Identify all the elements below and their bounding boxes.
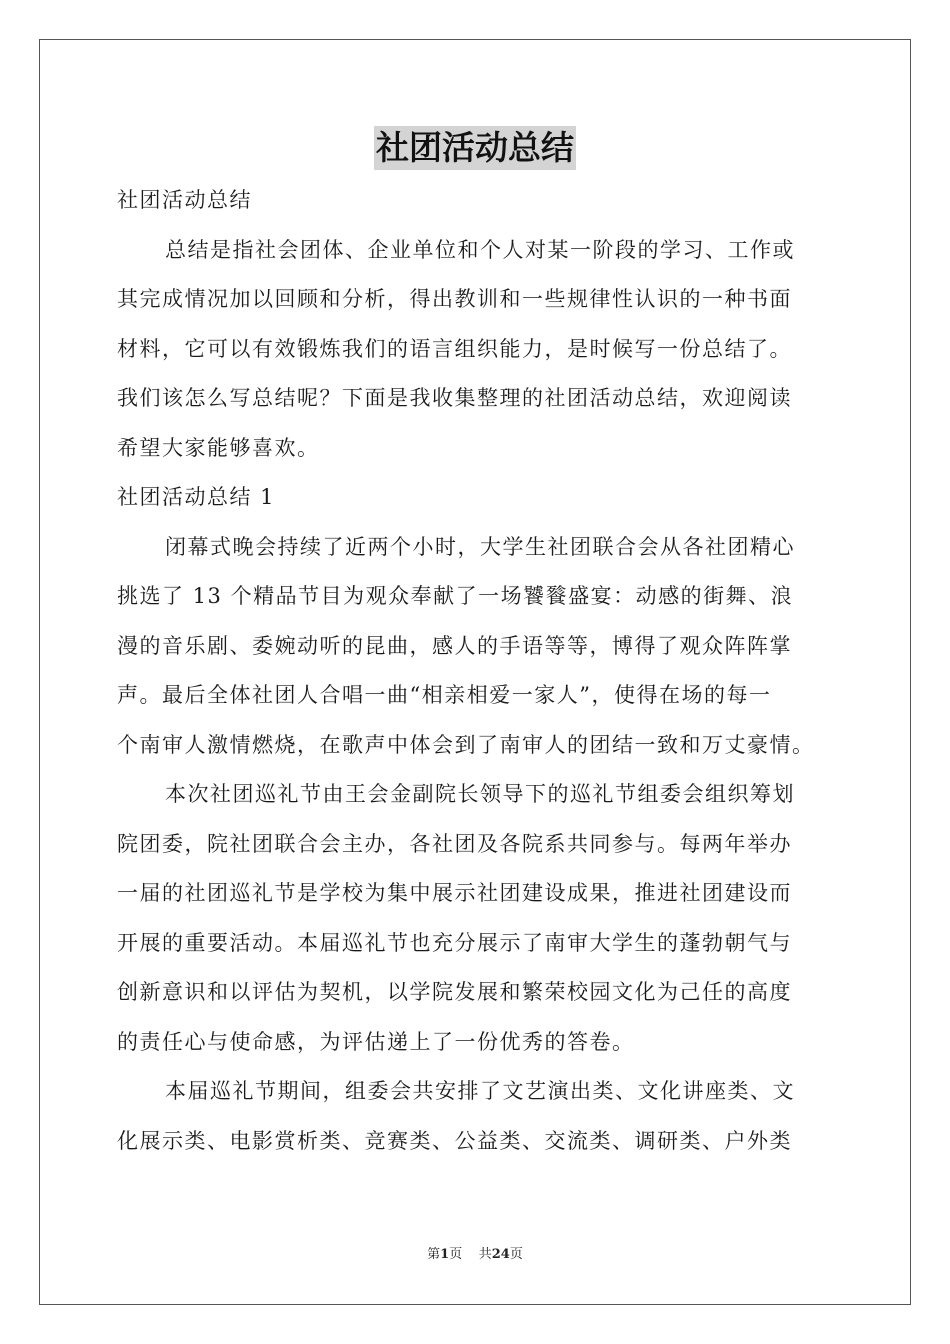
title-container [0, 126, 950, 170]
body-line: 其完成情况加以回顾和分析，得出教训和一些规律性认识的一种书面 [117, 287, 792, 311]
body-line: 挑选了 13 个精品节目为观众奉献了一场饕餮盛宴：动感的街舞、浪 [117, 584, 794, 608]
total-suffix: 页 [509, 1247, 523, 1262]
body-line: 本届巡礼节期间，组委会共安排了文艺演出类、文化讲座类、文 [165, 1079, 795, 1103]
body-line: 创新意识和以评估为契机，以学院发展和繁荣校园文化为己任的高度 [117, 980, 792, 1004]
total-prefix: 共 [478, 1247, 492, 1262]
body-line: 本次社团巡礼节由王会金副院长领导下的巡礼节组委会组织筹划 [165, 782, 795, 806]
body-line: 我们该怎么写总结呢？下面是我收集整理的社团活动总结，欢迎阅读 [117, 386, 792, 410]
body-line: 化展示类、电影赏析类、竞赛类、公益类、交流类、调研类、户外类 [117, 1128, 792, 1153]
body-line: 声。最后全体社团人合唱一曲“相亲相爱一家人”，使得在场的每一 [117, 683, 772, 707]
body-line: 希望大家能够喜欢。 [117, 435, 320, 460]
body-line: 一届的社团巡礼节是学校为集中展示社团建设成果，推进社团建设而 [117, 881, 792, 905]
document-title: 社团活动总结 [374, 126, 576, 170]
body-line: 闭幕式晚会持续了近两个小时，大学生社团联合会从各社团精心 [165, 534, 795, 559]
body-line: 个南审人激情燃烧，在歌声中体会到了南审人的团结一致和万丈豪情。 [117, 732, 815, 757]
page-footer [0, 1246, 950, 1264]
body-line: 材料，它可以有效锻炼我们的语言组织能力，是时候写一份总结了。 [117, 336, 792, 361]
section-heading: 社团活动总结 [117, 188, 252, 212]
body-line: 开展的重要活动。本届巡礼节也充分展示了南审大学生的蓬勃朝气与 [117, 930, 792, 955]
body-line: 漫的音乐剧、委婉动听的昆曲，感人的手语等等，博得了观众阵阵掌 [117, 633, 792, 658]
body-line: 院团委，院社团联合会主办，各社团及各院系共同参与。每两年举办 [117, 831, 792, 856]
page-number: 1 [440, 1247, 450, 1262]
page-suffix: 页 [449, 1247, 463, 1262]
page-prefix: 第 [427, 1247, 441, 1262]
document-body [117, 176, 839, 1166]
body-line: 的责任心与使命感，为评估递上了一份优秀的答卷。 [117, 1029, 635, 1054]
total-pages: 24 [491, 1247, 510, 1262]
section-heading: 社团活动总结 1 [117, 485, 276, 509]
body-line: 总结是指社会团体、企业单位和个人对某一阶段的学习、工作或 [165, 237, 795, 262]
